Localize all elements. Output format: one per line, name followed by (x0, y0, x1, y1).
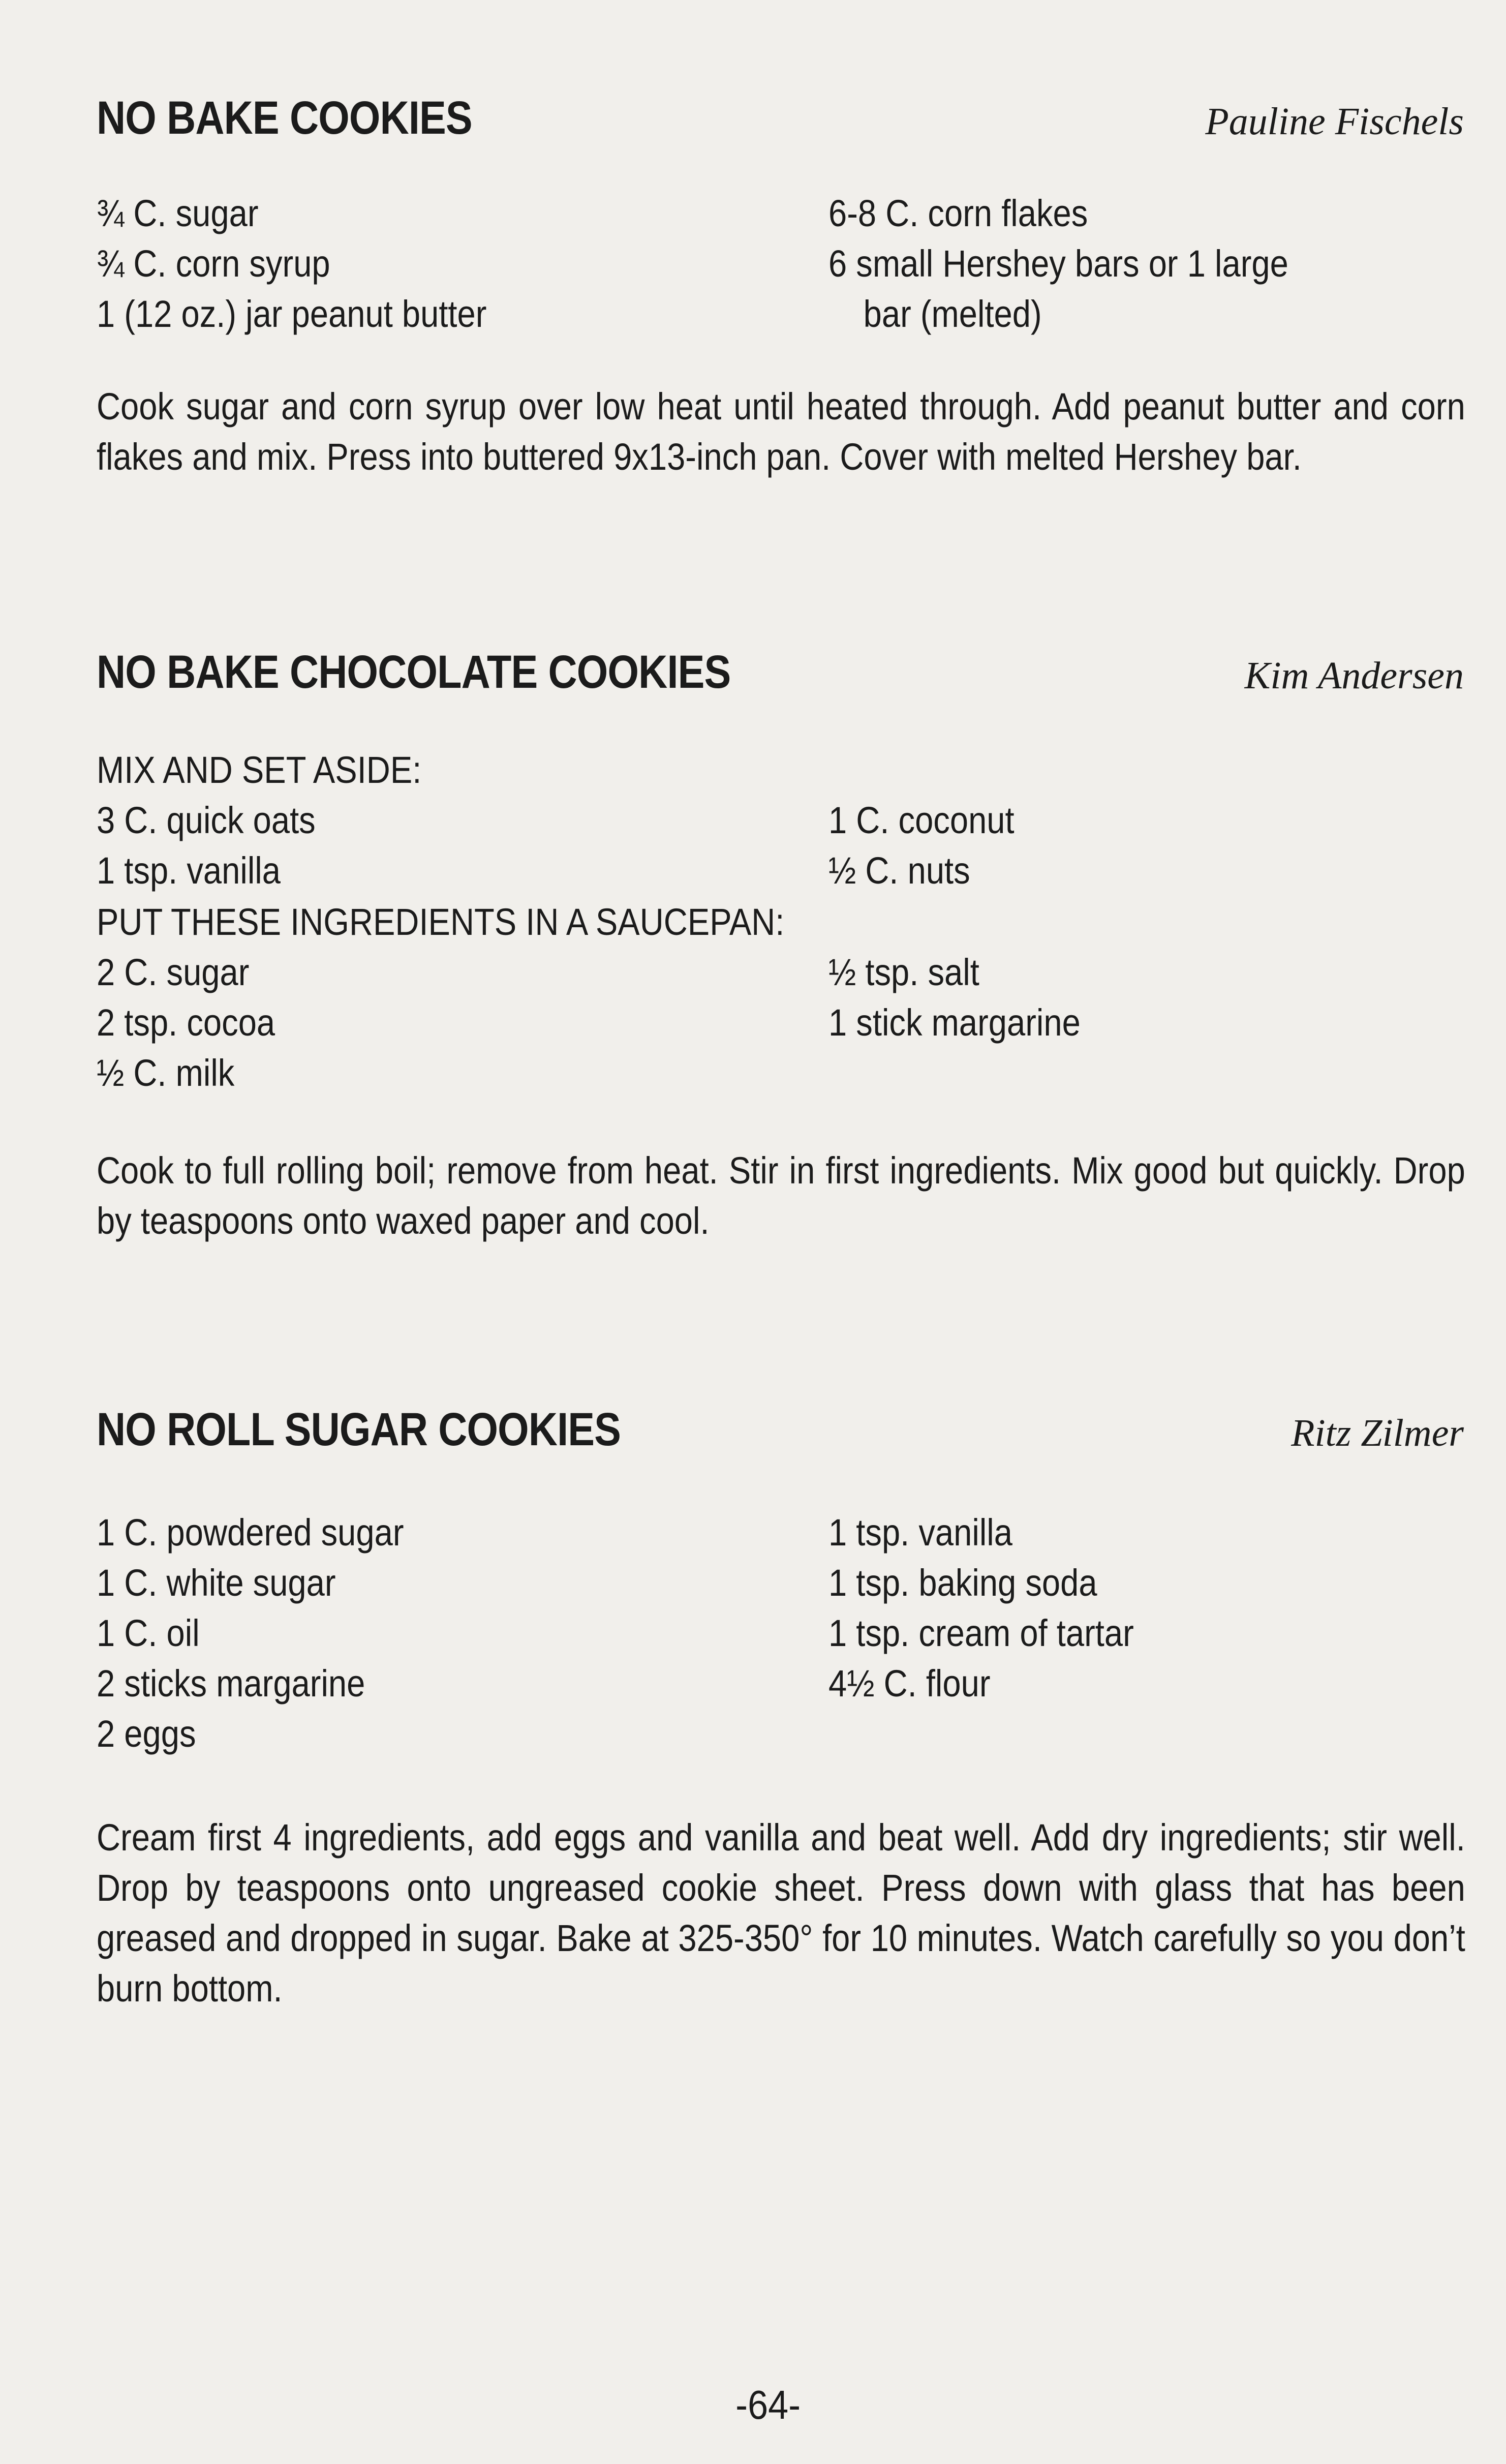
recipe-directions: Cream first 4 ingredients, add eggs and vanilla and beat well. Add dry ingredients; stir well. Drop by teaspoons onto ungreased cookie sheet. Press down with glass that has been greased and dropped in sugar. Bake at 325-350° for 10 minutes. Watch carefully so you don’t burn bottom. (97, 1816, 1465, 2010)
ingredient: 1 tsp. cream of tartar (828, 1612, 1134, 1654)
recipe-author: Ritz Zilmer (1291, 1412, 1464, 1454)
ingredient: ¾ C. sugar (97, 192, 259, 234)
ingredient: 2 eggs (97, 1713, 196, 1755)
ingredient: ½ tsp. salt (828, 951, 979, 993)
ingredient: 1 stick margarine (828, 1001, 1081, 1044)
ingredients-left (97, 1507, 808, 1759)
ingredient: 1 tsp. vanilla (828, 1511, 1012, 1554)
recipe-directions: Cook sugar and corn syrup over low heat until heated through. Add peanut butter and corn flakes and mix. Press into buttered 9x13-inch pan. Cover with melted Hershey bar. (97, 385, 1465, 478)
ingredients-left (97, 188, 808, 339)
recipe-no-bake-chocolate-cookies (97, 646, 1464, 1246)
section-label: MIX AND SET ASIDE: (97, 749, 422, 791)
section-label: PUT THESE INGREDIENTS IN A SAUCEPAN: (97, 901, 785, 943)
recipe-title: NO ROLL SUGAR COOKIES (97, 1404, 621, 1455)
recipe-directions: Cook to full rolling boil; remove from heat. Stir in first ingredients. Mix good but quickly. Drop by teaspoons onto waxed paper and cool. (97, 1149, 1465, 1242)
ingredient: ½ C. nuts (828, 849, 970, 892)
ingredient: ¾ C. corn syrup (97, 242, 330, 285)
ingredients-left (97, 947, 808, 1098)
ingredient: 1 C. oil (97, 1612, 200, 1654)
ingredient: 1 tsp. baking soda (828, 1562, 1097, 1604)
recipe-title: NO BAKE COOKIES (97, 92, 472, 144)
ingredient: 3 C. quick oats (97, 799, 316, 841)
recipe-no-bake-cookies (97, 92, 1464, 482)
page-number: -64- (735, 2382, 801, 2427)
ingredient: 1 C. white sugar (97, 1562, 336, 1604)
recipe-title: NO BAKE CHOCOLATE COOKIES (97, 646, 731, 698)
ingredient: 6-8 C. corn flakes (828, 192, 1088, 234)
ingredients-right (828, 1507, 1464, 1709)
recipe-no-roll-sugar-cookies (97, 1403, 1464, 2014)
ingredient: 2 tsp. cocoa (97, 1001, 275, 1044)
ingredient: 4½ C. flour (828, 1662, 991, 1705)
ingredients-left (97, 795, 808, 896)
recipe-author: Kim Andersen (1244, 654, 1464, 697)
ingredients-right (828, 795, 1464, 896)
ingredients-right (828, 188, 1464, 339)
ingredient: 1 C. powdered sugar (97, 1511, 404, 1554)
ingredient: 2 sticks margarine (97, 1662, 365, 1705)
ingredient: 6 small Hershey bars or 1 large (828, 242, 1288, 285)
ingredient: 1 tsp. vanilla (97, 849, 281, 892)
ingredient: 1 (12 oz.) jar peanut butter (97, 293, 487, 335)
recipe-author: Pauline Fischels (1205, 100, 1464, 143)
ingredient: 2 C. sugar (97, 951, 250, 993)
ingredient: ½ C. milk (97, 1052, 235, 1094)
ingredient: 1 C. coconut (828, 799, 1015, 841)
ingredient: bar (melted) (863, 293, 1042, 335)
ingredients-right (828, 947, 1464, 1048)
